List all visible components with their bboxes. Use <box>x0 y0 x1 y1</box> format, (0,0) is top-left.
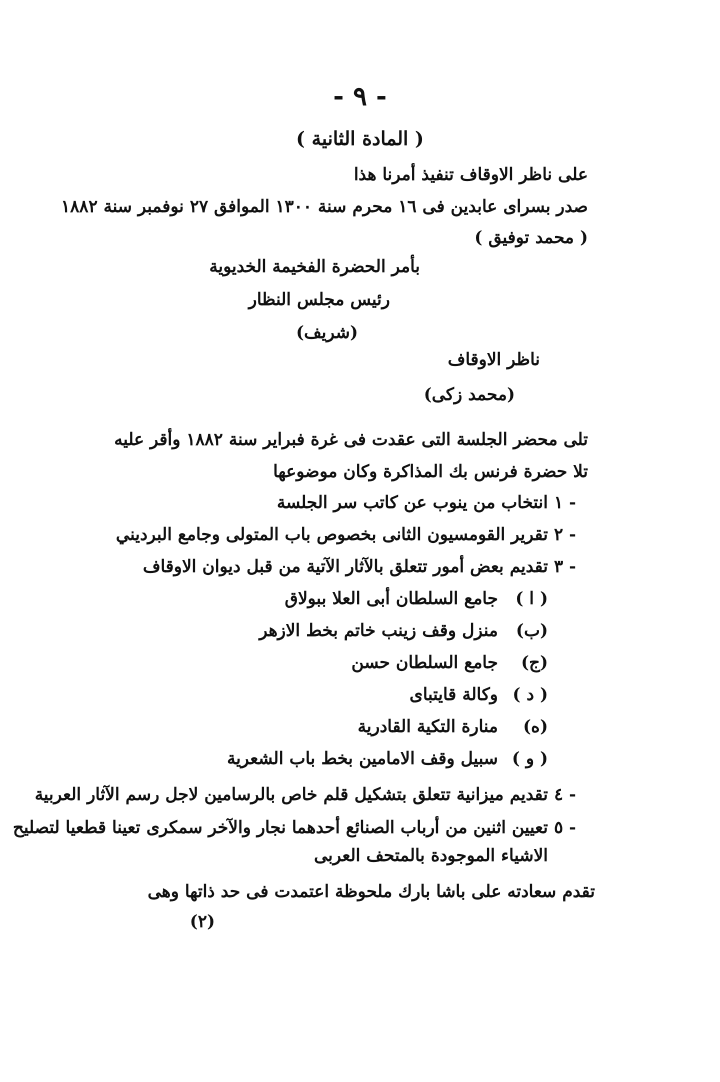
sub-item-mark: ( د ) <box>512 685 548 705</box>
list-item-number: ٣ - <box>554 557 577 577</box>
sub-item-mark: ( ا ) <box>515 589 548 609</box>
decree-line-1: على ناظر الاوقاف تنفيذ أمرنا هذا <box>353 165 588 185</box>
sub-item-mark: (ه) <box>523 717 548 737</box>
khedive-signature: ( محمد توفيق ) <box>474 228 588 248</box>
list-item-number: ١ - <box>554 493 577 513</box>
sub-item-mark: ( و ) <box>511 749 548 769</box>
decree-line-2: صدر بسراى عابدين فى ١٦ محرم سنة ١٣٠٠ الموافق ٢٧ نوفمبر سنة ١٨٨٢ <box>61 197 588 217</box>
council-president-name: (شريف) <box>295 323 358 343</box>
sub-item: منارة التكية القادرية <box>357 717 498 737</box>
list-item-continuation: الاشياء الموجودة بالمتحف العربى <box>313 846 548 866</box>
council-line-1: بأمر الحضرة الفخيمة الخديوية <box>209 257 420 277</box>
sub-item: سبيل وقف الامامين بخط باب الشعرية <box>226 749 498 769</box>
council-line-2: رئيس مجلس النظار <box>248 290 390 310</box>
list-item: انتخاب من ينوب عن كاتب سر الجلسة <box>276 493 548 513</box>
footer-mark: (٢) <box>189 912 215 932</box>
sub-item: وكالة قايتباى <box>409 685 498 705</box>
list-item: تقرير القومسيون الثانى بخصوص باب المتولى وجامع البرديني <box>115 525 548 545</box>
article-heading: ( المادة الثانية ) <box>296 128 424 150</box>
session-line-2: تلا حضرة فرنس بك المذاكرة وكان موضوعها <box>273 462 588 482</box>
minister-name: (محمد زكى) <box>423 385 515 405</box>
list-item-number: ٢ - <box>554 525 577 545</box>
minister-title: ناظر الاوقاف <box>447 350 540 370</box>
list-item: تقديم ميزانية تتعلق بتشكيل قلم خاص بالرسامين لاجل رسم الآثار العربية <box>34 785 548 805</box>
sub-item: جامع السلطان أبى العلا ببولاق <box>284 589 498 609</box>
sub-item: منزل وقف زينب خاتم بخط الازهر <box>259 621 498 641</box>
list-item-number: ٥ - <box>554 818 577 838</box>
sub-item-mark: (ج) <box>520 653 548 673</box>
sub-item-mark: (ب) <box>515 621 548 641</box>
session-line-1: تلى محضر الجلسة التى عقدت فى غرة فبراير سنة ١٨٨٢ وأقر عليه <box>114 430 588 450</box>
list-item: تقديم بعض أمور تتعلق بالآثار الآتية من قبل ديوان الاوقاف <box>142 557 548 577</box>
list-item-number: ٤ - <box>554 785 577 805</box>
page-number: - ٩ - <box>333 82 387 112</box>
list-item: تعيين اثنين من أرباب الصنائع أحدهما نجار والآخر سمكرى تعينا قطعيا لتصليح <box>12 818 548 838</box>
sub-item: جامع السلطان حسن <box>351 653 498 673</box>
closing-paragraph: تقدم سعادته على باشا بارك ملحوظة اعتمدت فى حد ذاتها وهى <box>147 882 595 902</box>
